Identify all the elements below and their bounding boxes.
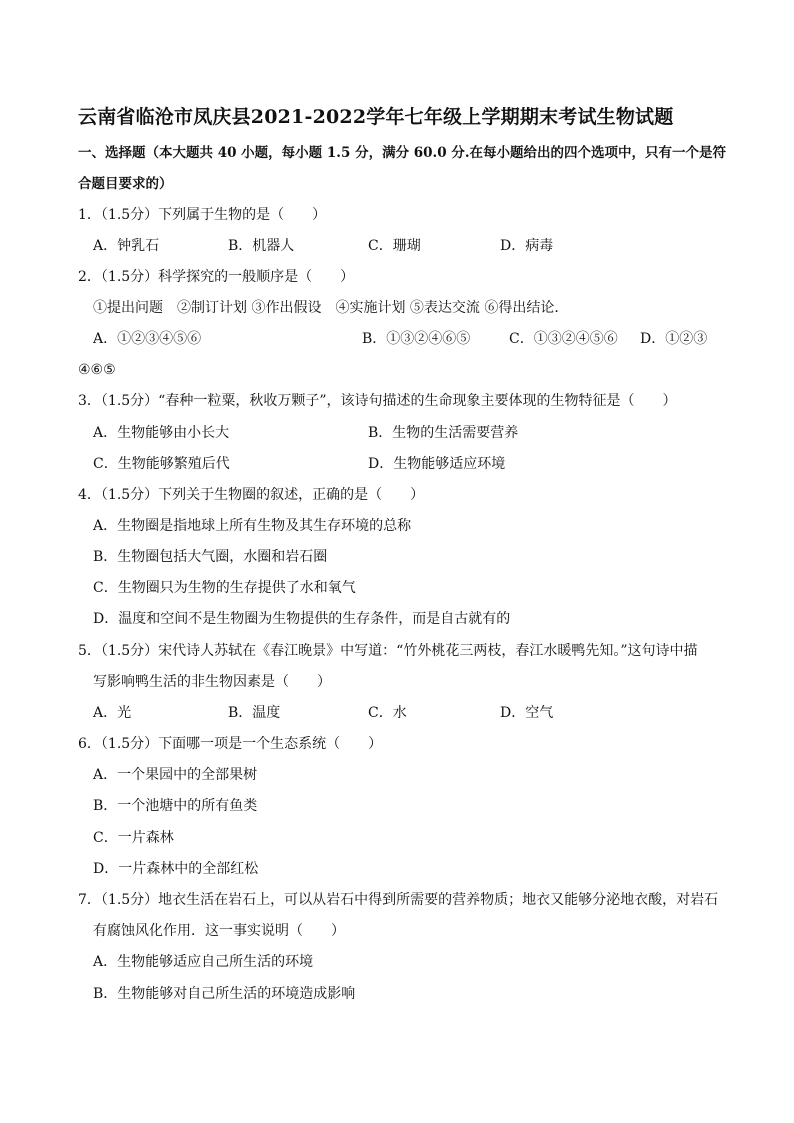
question-1-option-b: B．机器人 (228, 238, 295, 254)
question-3-option-c: C．生物能够繁殖后代 (93, 456, 230, 472)
question-4-stem: 4．（1.5分）下列关于生物圈的叙述，正确的是（ ） (78, 487, 425, 503)
question-3-option-d: D．生物能够适应环境 (368, 456, 506, 472)
question-5-option-d: D．空气 (500, 705, 554, 721)
question-3-option-b: B．生物的生活需要营养 (368, 425, 519, 441)
section-heading-line1: 一、选择题（本大题共 40 小题，每小题 1.5 分，满分 60.0 分.在每小题给出的四个选项中，只有一个是符 (78, 145, 727, 161)
question-5-option-c: C．水 (368, 705, 407, 721)
question-1-stem: 1．（1.5分）下列属于生物的是（ ） (78, 207, 327, 223)
question-4-option-a: A．生物圈是指地球上所有生物及其生存环境的总称 (93, 518, 412, 534)
question-5-option-a: A．光 (93, 705, 132, 721)
question-2-option-d-continued: ④⑥⑤ (78, 362, 116, 378)
question-1-option-c: C．珊瑚 (368, 238, 421, 254)
question-2-steps: ①提出问题 ②制订计划 ③作出假设 ④实施计划 ⑤表达交流 ⑥得出结论． (93, 300, 569, 316)
question-5-option-b: B．温度 (228, 705, 281, 721)
question-2-option-c: C．①③②④⑤⑥ (509, 331, 618, 347)
question-4-option-d: D．温度和空间不是生物圈为生物提供的生存条件，而是自古就有的 (93, 611, 511, 627)
exam-title: 云南省临沧市凤庆县2021-2022学年七年级上学期期末考试生物试题 (78, 106, 674, 128)
question-6-option-d: D．一片森林中的全部红松 (93, 861, 259, 877)
question-7-option-a: A．生物能够适应自己所生活的环境 (93, 954, 314, 970)
question-6-option-a: A．一个果园中的全部果树 (93, 767, 258, 783)
question-5-stem-line1: 5．（1.5分）宋代诗人苏轼在《春江晚景》中写道：“竹外桃花三两枝，春江水暖鸭先知。”这句诗中描 (78, 643, 698, 659)
section-heading-line2: 合题目要求的） (78, 176, 173, 192)
question-1-option-a: A．钟乳石 (93, 238, 160, 254)
question-6-option-c: C．一片森林 (93, 830, 174, 846)
question-7-stem-line1: 7．（1.5分）地衣生活在岩石上，可以从岩石中得到所需要的营养物质；地衣又能够分泌地衣酸，对岩石 (78, 892, 719, 908)
question-7-option-b: B．生物能够对自己所生活的环境造成影响 (93, 986, 356, 1002)
question-7-stem-line2: 有腐蚀风化作用．这一事实说明（ ） (93, 923, 345, 939)
question-6-stem: 6．（1.5分）下面哪一项是一个生态系统（ ） (78, 736, 383, 752)
question-4-option-c: C．生物圈只为生物的生存提供了水和氧气 (93, 580, 356, 596)
question-6-option-b: B．一个池塘中的所有鱼类 (93, 798, 258, 814)
question-5-stem-line2: 写影响鸭生活的非生物因素是（ ） (93, 674, 331, 690)
question-2-stem: 2．（1.5分）科学探究的一般顺序是（ ） (78, 269, 355, 285)
question-4-option-b: B．生物圈包括大气圈，水圈和岩石圈 (93, 549, 328, 565)
question-3-stem: 3．（1.5分）“春种一粒粟，秋收万颗子”，该诗句描述的生命现象主要体现的生物特征是（ ） (78, 393, 677, 409)
question-3-option-a: A．生物能够由小长大 (93, 425, 230, 441)
question-2-option-d: D．①②③ (640, 331, 708, 347)
question-2-option-b: B．①③②④⑥⑤ (362, 331, 471, 347)
question-1-option-d: D．病毒 (500, 238, 554, 254)
question-2-option-a: A．①②③④⑤⑥ (93, 331, 202, 347)
